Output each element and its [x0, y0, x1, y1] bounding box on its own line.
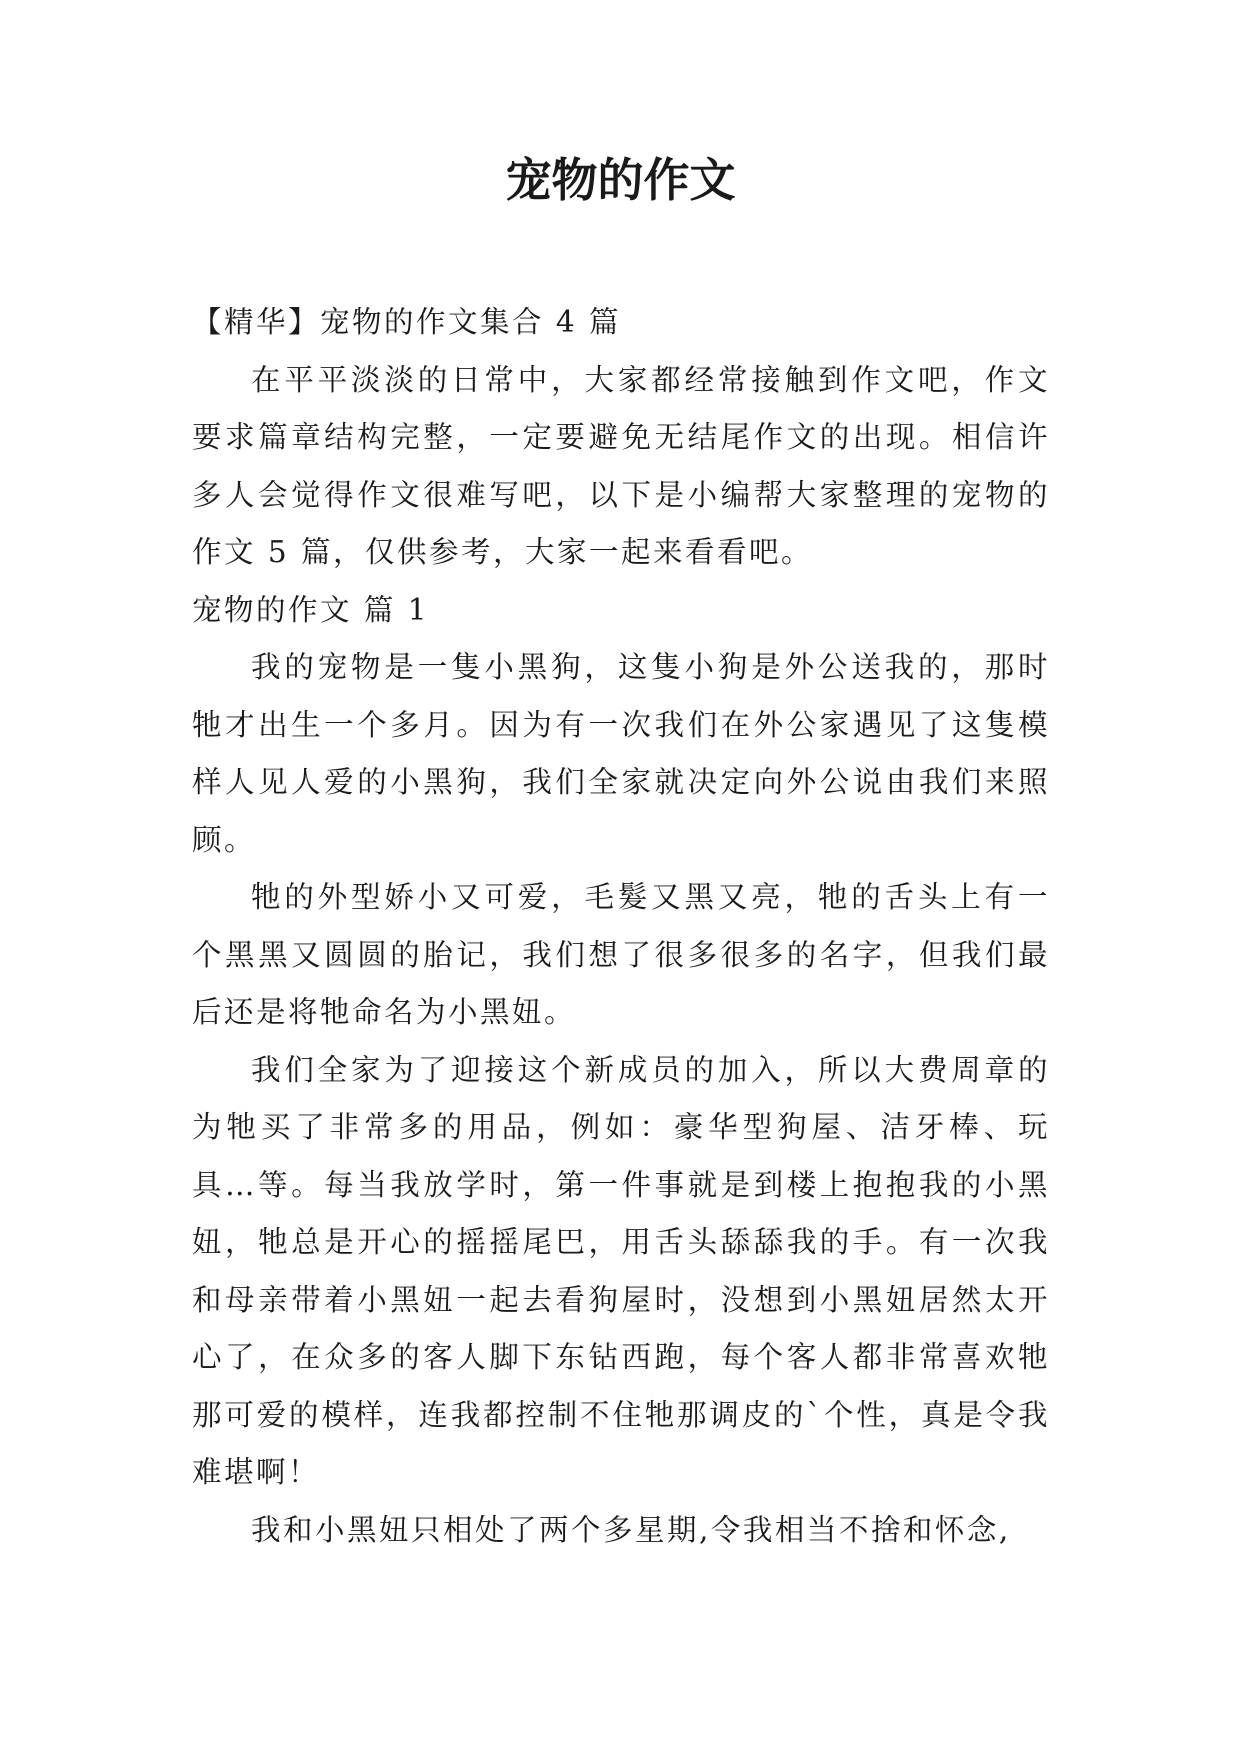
body-paragraph: 我的宠物是一隻小黑狗，这隻小狗是外公送我的，那时牠才出生一个多月。因为有一次我们在外公家遇见了这隻模样人见人爱的小黑狗，我们全家就决定向外公说由我们来照顾。 — [192, 650, 1050, 857]
collection-line: 【精华】宠物的作文集合 4 篇 — [192, 305, 622, 339]
body-paragraph: 我们全家为了迎接这个新成员的加入，所以大费周章的为牠买了非常多的用品，例如：豪华型狗屋、洁牙棒、玩具…等。每当我放学时，第一件事就是到楼上抱抱我的小黑妞，牠总是开心的摇摇尾巴，用舌头舔舔我的手。有一次我和母亲带着小黑妞一起去看狗屋时，没想到小黑妞居然太开心了，在众多的客人脚下东钻西跑，每个客人都非常喜欢牠那可爱的模样，连我都控制不住牠那调皮的`个性，真是令我难堪啊！ — [192, 1052, 1050, 1489]
document-body — [192, 294, 1050, 1559]
section-title: 宠物的作文 篇 1 — [192, 592, 430, 627]
page-title: 宠物的作文 — [505, 153, 736, 207]
body-paragraph: 我和小黑妞只相处了两个多星期,令我相当不捨和怀念, — [251, 1512, 1011, 1547]
body-paragraph: 牠的外型娇小又可爱，毛髮又黑又亮，牠的舌头上有一个黑黑又圆圆的胎记，我们想了很多很多的名字，但我们最后还是将牠命名为小黑妞。 — [192, 880, 1050, 1029]
intro-paragraph: 在平平淡淡的日常中，大家都经常接触到作文吧，作文要求篇章结构完整，一定要避免无结尾作文的出现。相信许多人会觉得作文很难写吧，以下是小编帮大家整理的宠物的作文 5 篇，仅供参考，大家一起来看看吧。 — [192, 362, 1050, 569]
